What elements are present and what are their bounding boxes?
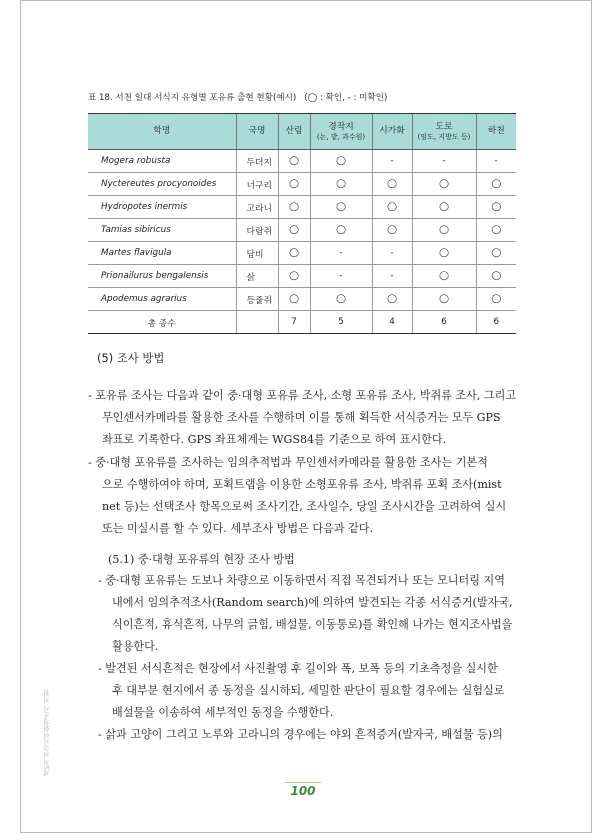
species-scientific-name: Apodemus agrarius (88, 288, 236, 311)
text-line: 좌표로 기록한다. GPS 좌표체계는 WGS84를 기준으로 하여 표시한다. (102, 433, 447, 446)
habitat-cell: ◯ (412, 242, 476, 265)
table-row (88, 150, 516, 173)
header-farmland (310, 114, 372, 150)
paragraph-survey-types (88, 452, 506, 540)
text-line: net 등)는 선택조사 항목으로써 조사기간, 조사일수, 당일 조사시간을 고려하여 실시 (102, 500, 507, 513)
habitat-cell: ◯ (278, 173, 310, 196)
text-line: - 발견된 서식흔적은 현장에서 사진촬영 후 길이와 폭, 보폭 등의 기초측정을 실시한 (98, 662, 498, 675)
habitat-cell: ◯ (278, 265, 310, 288)
species-scientific-name: Hydropotes inermis (88, 196, 236, 219)
habitat-cell: ◯ (412, 173, 476, 196)
habitat-cell: ◯ (372, 196, 412, 219)
side-running-label: 제5차 전국자연환경조사 지침 (43, 690, 51, 777)
habitat-cell: ◯ (372, 219, 412, 242)
species-korean-name: 삵 (236, 265, 278, 288)
header-farmland-label: 경작지 (328, 121, 354, 132)
habitat-cell: ◯ (476, 288, 516, 311)
habitat-cell: ◯ (412, 288, 476, 311)
text-line: - 포유류 조사는 다음과 같이 중·대형 포유류 조사, 소형 포유류 조사, 박쥐류 조사, 그리고 (88, 389, 517, 402)
text-line: - 중·대형 포유류를 조사하는 임의추적법과 무인센서카메라를 활용한 조사는 기본적 (88, 456, 488, 469)
total-value: 4 (372, 311, 412, 334)
text-line: 내에서 임의추적조사(Random search)에 의하여 발견되는 각종 서식증거(발자국, (112, 596, 513, 609)
species-scientific-name: Tamias sibiricus (88, 219, 236, 242)
table-row (88, 219, 516, 242)
species-korean-name: 두더지 (236, 150, 278, 173)
species-habitat-table (88, 113, 516, 334)
habitat-cell: ◯ (278, 242, 310, 265)
text-line: 활용한다. (112, 640, 159, 653)
page-frame-left (20, 0, 21, 833)
habitat-cell: ◯ (310, 150, 372, 173)
paragraph-trace-identification (98, 658, 504, 724)
text-line: 배설물을 이송하여 세부적인 동정을 수행한다. (112, 706, 334, 719)
paragraph-survey-overview (88, 385, 516, 451)
habitat-cell: ◯ (278, 196, 310, 219)
table-row (88, 265, 516, 288)
habitat-cell: ◯ (310, 288, 372, 311)
table-total-row (88, 311, 516, 334)
text-line: 후 대부분 현지에서 종 동정을 실시하되, 세밀한 판단이 필요할 경우에는 실험실로 (112, 684, 505, 697)
section-title: (5) 조사 방법 (97, 351, 165, 365)
page-number: 100 (285, 782, 321, 798)
habitat-cell: - (310, 242, 372, 265)
table-row (88, 196, 516, 219)
habitat-cell: ◯ (278, 219, 310, 242)
habitat-cell: - (372, 265, 412, 288)
header-forest: 산림 (278, 114, 310, 150)
habitat-cell: - (310, 265, 372, 288)
text-line: 또는 미실시를 할 수 있다. 세부조사 방법은 다음과 같다. (102, 522, 374, 535)
table-body (88, 150, 516, 334)
species-scientific-name: Prionailurus bengalensis (88, 265, 236, 288)
subsection-title: (5.1) 중·대형 포유류의 현장 조사 방법 (108, 553, 295, 566)
habitat-cell: ◯ (310, 196, 372, 219)
habitat-cell: - (372, 242, 412, 265)
habitat-cell: ◯ (476, 173, 516, 196)
page-frame-right (591, 0, 592, 833)
paragraph-field-method (98, 570, 513, 658)
habitat-cell: ◯ (476, 242, 516, 265)
header-scientific-name: 학명 (88, 114, 236, 150)
species-scientific-name: Nyctereutes procyonoides (88, 173, 236, 196)
habitat-cell: - (412, 150, 476, 173)
species-scientific-name: Martes flavigula (88, 242, 236, 265)
text-line: 무인센서카메라를 활용한 조사를 수행하며 이를 통해 획득한 서식증거는 모두 GPS (102, 411, 501, 424)
text-line: - 삵과 고양이 그리고 노루와 고라니의 경우에는 야외 흔적증거(발자국, 배설물 등)의 (98, 728, 503, 741)
table-header-row (88, 114, 516, 150)
species-korean-name: 고라니 (236, 196, 278, 219)
table-row (88, 242, 516, 265)
text-line: 식이흔적, 휴식흔적, 나무의 긁힘, 배설물, 이동통로)를 확인해 나가는 현지조사법을 (112, 618, 513, 631)
species-scientific-name: Mogera robusta (88, 150, 236, 173)
total-value: 6 (412, 311, 476, 334)
table-row (88, 288, 516, 311)
species-korean-name: 다람쥐 (236, 219, 278, 242)
page-frame-bottom (20, 832, 592, 833)
table-caption-legend: (◯ : 확인, - : 미확인) (304, 93, 388, 103)
habitat-cell: - (476, 150, 516, 173)
text-line: 으로 수행하여야 하며, 포획트랩을 이용한 소형포유류 조사, 박쥐류 포획 조사(mist (102, 478, 502, 491)
paragraph-similar-species (98, 724, 503, 746)
total-empty-cell (236, 311, 278, 334)
habitat-cell: ◯ (278, 150, 310, 173)
total-value: 6 (476, 311, 516, 334)
species-korean-name: 너구리 (236, 173, 278, 196)
habitat-cell: ◯ (372, 173, 412, 196)
text-line: - 중·대형 포유류는 도보나 차량으로 이동하면서 직접 목견되거나 또는 모니터링 지역 (98, 574, 505, 587)
total-value: 7 (278, 311, 310, 334)
header-farmland-sub: (논, 밭, 과수원) (316, 132, 366, 141)
species-korean-name: 담비 (236, 242, 278, 265)
habitat-cell: ◯ (476, 219, 516, 242)
habitat-cell: ◯ (372, 288, 412, 311)
header-stream: 하천 (476, 114, 516, 150)
header-road-label: 도로 (435, 121, 453, 132)
total-label: 총 종수 (88, 311, 236, 334)
habitat-cell: ◯ (412, 265, 476, 288)
table-caption-title: 표 18. 서천 일대 서식지 유형별 포유류 출현 현황(예시) (88, 93, 297, 103)
habitat-cell: - (372, 150, 412, 173)
header-korean-name: 국명 (236, 114, 278, 150)
header-road (412, 114, 476, 150)
habitat-cell: ◯ (476, 196, 516, 219)
habitat-cell: ◯ (476, 265, 516, 288)
habitat-cell: ◯ (310, 219, 372, 242)
habitat-cell: ◯ (310, 173, 372, 196)
habitat-cell: ◯ (412, 219, 476, 242)
total-value: 5 (310, 311, 372, 334)
header-urban: 시가화 (372, 114, 412, 150)
species-korean-name: 등줄쥐 (236, 288, 278, 311)
habitat-cell: ◯ (412, 196, 476, 219)
page-frame-top (20, 0, 592, 1)
table-row (88, 173, 516, 196)
table-caption (88, 91, 387, 103)
habitat-cell: ◯ (278, 288, 310, 311)
header-road-sub: (임도, 지방도 등) (417, 132, 471, 141)
